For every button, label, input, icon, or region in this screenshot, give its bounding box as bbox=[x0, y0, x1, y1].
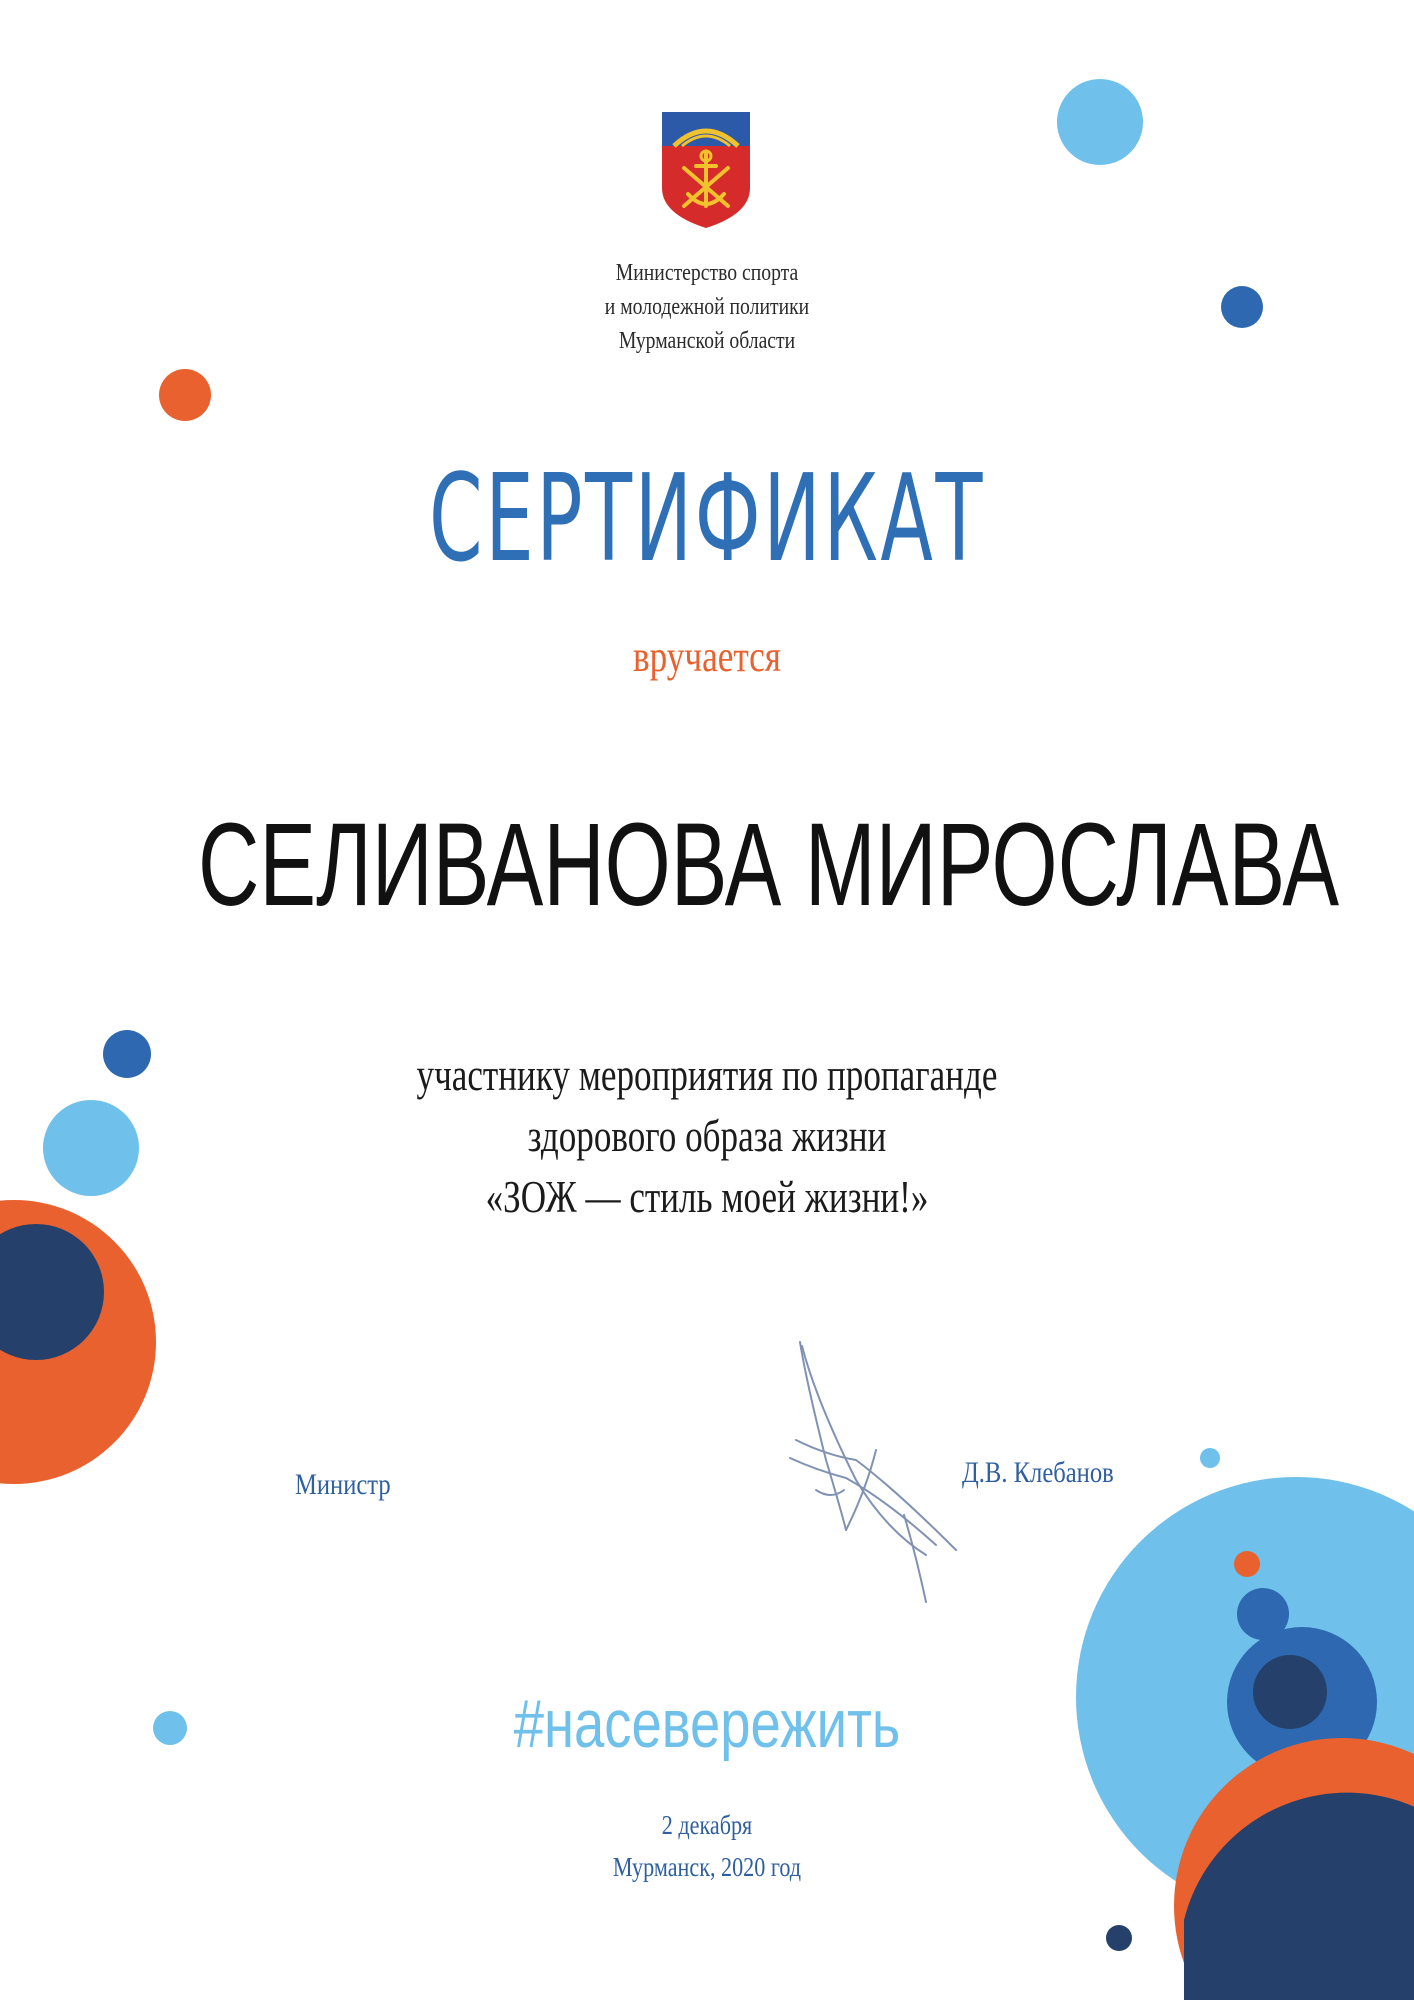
deco-circle-blue bbox=[103, 1030, 151, 1078]
reason-line: «ЗОЖ — стиль моей жизни!» bbox=[485, 1172, 929, 1222]
deco-circle-light-blue bbox=[1057, 79, 1143, 165]
signatory-role: Министр bbox=[295, 1468, 391, 1501]
date-text: 2 декабря bbox=[661, 1810, 753, 1840]
ministry-line: Министерство спорта bbox=[615, 260, 799, 286]
reason-line: участнику мероприятия по пропаганде bbox=[416, 1050, 998, 1100]
ministry-line: Мурманской области bbox=[618, 328, 796, 354]
deco-circle-navy-dot bbox=[1106, 1925, 1132, 1951]
award-reason bbox=[156, 1045, 1259, 1228]
reason-line: здорового образа жизни bbox=[527, 1111, 887, 1161]
signatory-name: Д.В. Клебанов bbox=[962, 1456, 1114, 1489]
handwritten-signature bbox=[786, 1340, 966, 1605]
deco-circle-orange bbox=[159, 369, 211, 421]
deco-circle-light-blue bbox=[43, 1100, 139, 1196]
awarded-text: вручается bbox=[633, 632, 781, 681]
ministry-name bbox=[127, 256, 1286, 358]
date-place bbox=[127, 1804, 1286, 1888]
recipient-name: СЕЛИВАНОВА МИРОСЛАВА bbox=[197, 799, 1340, 931]
coat-of-arms-icon bbox=[660, 110, 752, 230]
hashtag: #насевережить bbox=[513, 1686, 901, 1762]
deco-circle-blue bbox=[1237, 1588, 1289, 1640]
certificate-title: СЕРТИФИКАТ bbox=[429, 450, 985, 589]
ministry-line: и молодежной политики bbox=[604, 294, 810, 320]
deco-circle-light-blue-small bbox=[1200, 1448, 1220, 1468]
place-year-text: Мурманск, 2020 год bbox=[612, 1852, 802, 1882]
deco-circle-orange-small bbox=[1234, 1551, 1260, 1577]
